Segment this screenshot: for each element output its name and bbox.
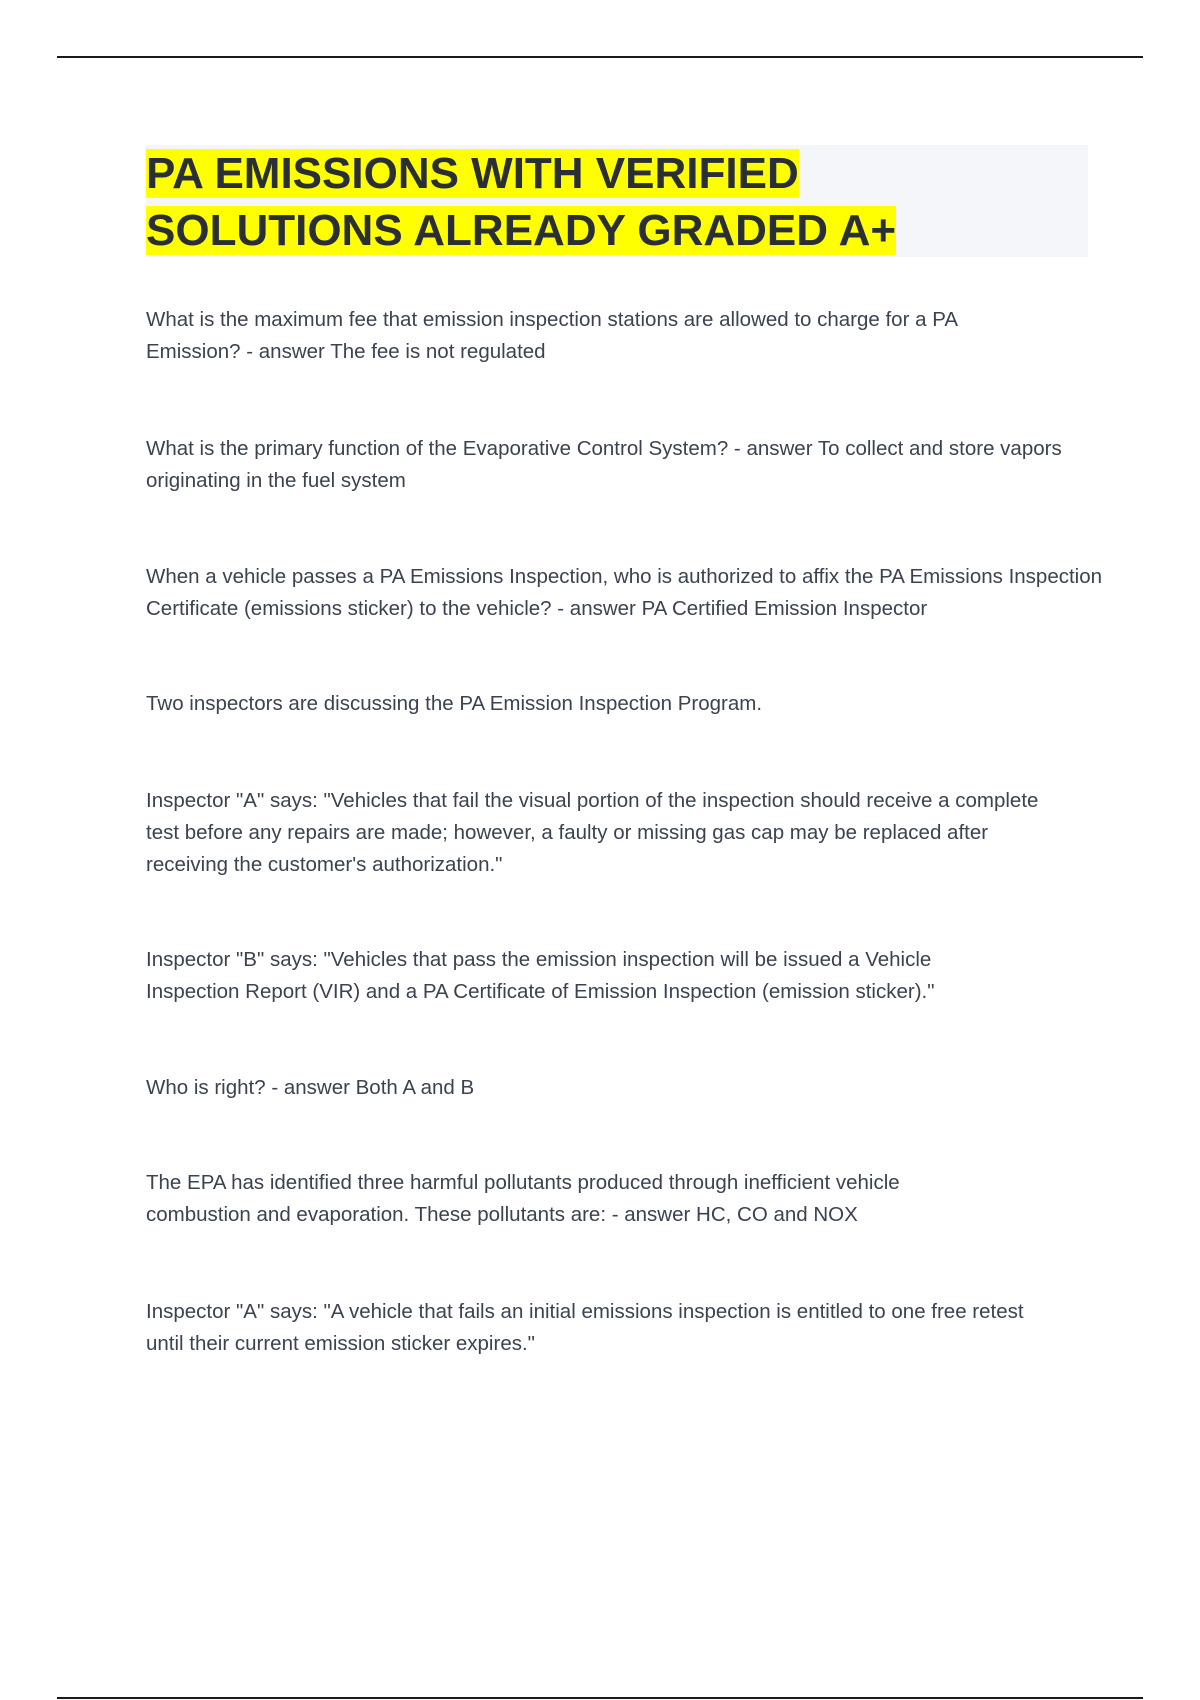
bottom-rule	[57, 1697, 1143, 1699]
title-block	[146, 145, 1088, 257]
paragraph-who-is-right: Who is right? - answer Both A and B	[146, 1076, 475, 1099]
document-body	[146, 304, 1106, 1360]
page-title	[146, 145, 1088, 259]
paragraph-sticker-question: When a vehicle passes a PA Emissions Inspection, who is authorized to affix the PA Emissions Inspection Certificate (emissions sticker) to the vehicle? - answer PA Certified Emission Inspector	[146, 565, 1103, 620]
paragraph-evaporative-question: What is the primary function of the Evaporative Control System? - answer To collect and store vapors originating in the fuel system	[146, 437, 1062, 492]
paragraph-epa-pollutants: The EPA has identified three harmful pollutants produced through inefficient vehicle combustion and evaporation. These pollutants are: - answer HC, CO and NOX	[146, 1171, 900, 1226]
paragraph-fee-question: What is the maximum fee that emission inspection stations are allowed to charge for a PA Emission? - answer The fee is not regulated	[146, 308, 957, 363]
paragraph-two-inspectors: Two inspectors are discussing the PA Emission Inspection Program.	[146, 692, 763, 715]
title-line-1: PA EMISSIONS WITH VERIFIED	[146, 149, 799, 198]
title-line-2: SOLUTIONS ALREADY GRADED A+	[146, 206, 897, 255]
paragraph-inspector-a-retest: Inspector "A" says: "A vehicle that fails an initial emissions inspection is entitled to one free retest until their current emission sticker expires."	[146, 1300, 1024, 1355]
paragraph-inspector-b: Inspector "B" says: "Vehicles that pass the emission inspection will be issued a Vehicle Inspection Report (VIR) and a PA Certificate of Emission Inspection (emission sticker)."	[146, 948, 935, 1003]
top-rule	[57, 56, 1143, 58]
paragraph-inspector-a-visual: Inspector "A" says: "Vehicles that fail the visual portion of the inspection should receive a complete test before any repairs are made; however, a faulty or missing gas cap may be replaced after receiving the customer's authorization."	[146, 789, 1039, 876]
